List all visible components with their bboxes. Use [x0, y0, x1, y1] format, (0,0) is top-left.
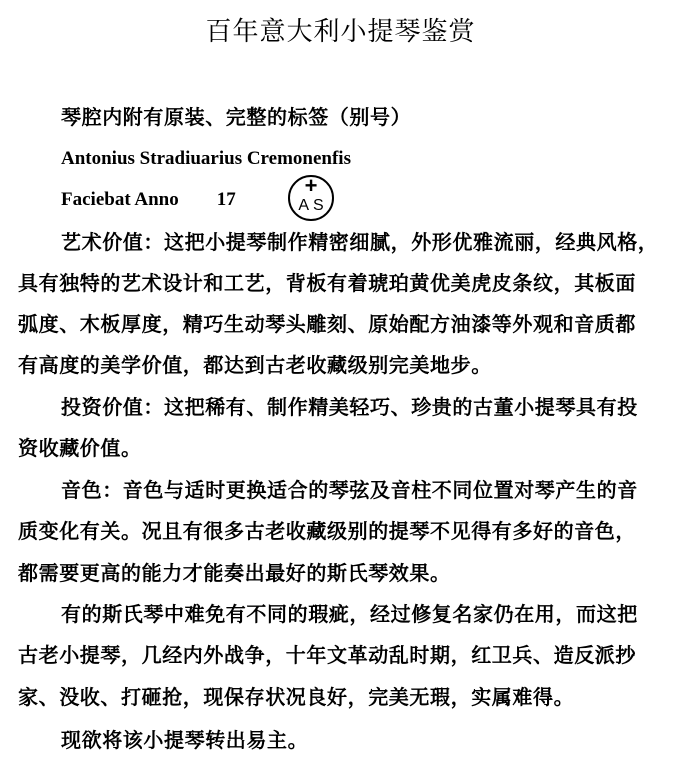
- page-title: 百年意大利小提琴鉴赏: [205, 17, 476, 47]
- label-latin-line-1: Antonius Stradiuarius Cremonenfis: [61, 148, 351, 169]
- paragraph-line: 投资价值：这把稀有、制作精美轻巧、珍贵的古董小提琴具有投: [61, 395, 638, 419]
- paragraph-line: 有高度的美学价值，都达到古老收藏级别完美地步。: [18, 353, 492, 377]
- paragraph-line: 都需要更高的能力才能奏出最好的斯氏琴效果。: [18, 561, 451, 585]
- paragraph-line: 音色：音色与适时更换适合的琴弦及音柱不同位置对琴产生的音: [61, 478, 638, 502]
- cross-as-seal-icon: [288, 175, 334, 221]
- paragraph-line: 有的斯氏琴中难免有不同的瑕疵，经过修复名家仍在用，而这把: [61, 602, 638, 626]
- paragraph-line: 现欲将该小提琴转出易主。: [61, 728, 309, 752]
- paragraph-line: 弧度、木板厚度，精巧生动琴头雕刻、原始配方油漆等外观和音质都: [18, 312, 636, 336]
- paragraph-line: 家、没收、打砸抢，现保存状况良好，完美无瑕，实属难得。: [18, 685, 575, 709]
- seal-initials: AS: [298, 197, 328, 214]
- label-latin-line-2: [61, 186, 681, 214]
- seal-cross: +: [304, 173, 318, 198]
- paragraph-line: 艺术价值：这把小提琴制作精密细腻，外形优雅流丽，经典风格，: [61, 230, 659, 254]
- year-text: 17: [216, 189, 236, 210]
- paragraph-line: 质变化有关。况且有很多古老收藏级别的提琴不见得有多好的音色，: [18, 519, 636, 543]
- faciebat-anno-text: Faciebat Anno: [61, 189, 179, 210]
- paragraph-line: 具有独特的艺术设计和工艺，背板有着琥珀黄优美虎皮条纹，其板面: [18, 271, 636, 295]
- label-heading: 琴腔内附有原装、完整的标签（别号）: [61, 105, 412, 129]
- paragraph-line: 资收藏价值。: [18, 436, 142, 460]
- paragraph-line: 古老小提琴，几经内外战争，十年文革动乱时期，红卫兵、造反派抄: [18, 643, 636, 667]
